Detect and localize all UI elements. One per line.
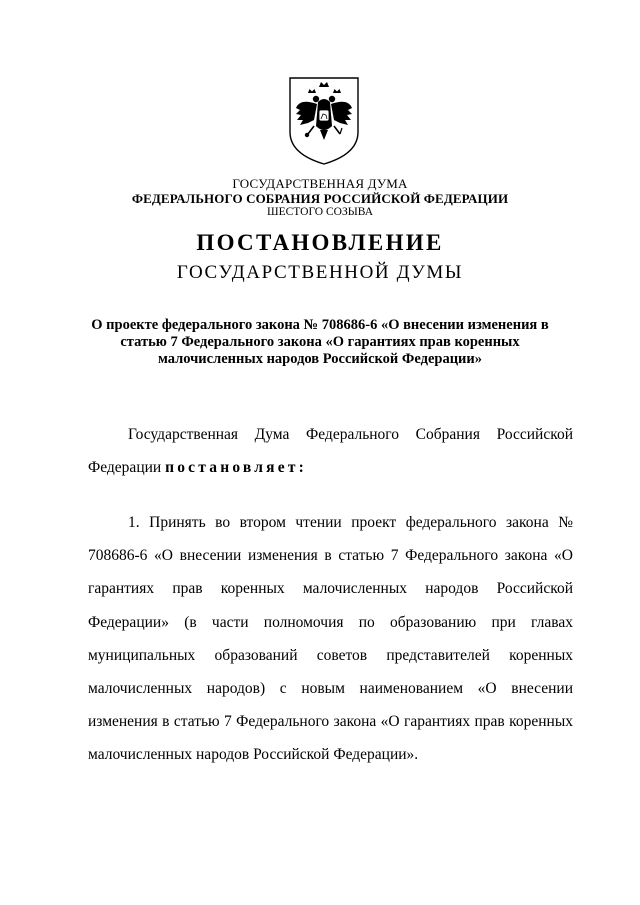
coat-of-arms-icon <box>286 74 362 166</box>
org-name-line-1: ГОСУДАРСТВЕННАЯ ДУМА <box>232 176 408 191</box>
resolves-word: постановляет: <box>165 459 307 477</box>
document-type-title: ПОСТАНОВЛЕНИЕ <box>196 230 444 255</box>
resolution-item-1: 1. Принять во втором чтении проект федерального закона № 708686-6 «О внесении изменения в статью 7 Федерального закона «О гарантиях прав коренных малочисленных народов Российской Федерации» (в части полномочия по образованию при главах муниципальных образований советов представителей коренных малочисленных народов) с новым наименованием «О внесении изменения в статью 7 Федерального закона «О гарантиях прав коренных малочисленных народов Российской Федерации». <box>88 514 573 764</box>
document-subject: О проекте федерального закона № 708686-6 «О внесении изменения в статью 7 Федерального закона «О гарантиях прав коренных малочисленных народов Российской Федерации» <box>91 317 549 367</box>
preamble-paragraph <box>88 418 573 484</box>
preamble-text: Государственная Дума Федерального Собрания Российской Федерации <box>88 426 573 477</box>
document-issuer-title: ГОСУДАРСТВЕННОЙ ДУМЫ <box>176 262 464 283</box>
org-name-line-2: ФЕДЕРАЛЬНОГО СОБРАНИЯ РОССИЙСКОЙ ФЕДЕРАЦИИ <box>131 191 509 206</box>
convocation-line: ШЕСТОГО СОЗЫВА <box>266 206 374 218</box>
